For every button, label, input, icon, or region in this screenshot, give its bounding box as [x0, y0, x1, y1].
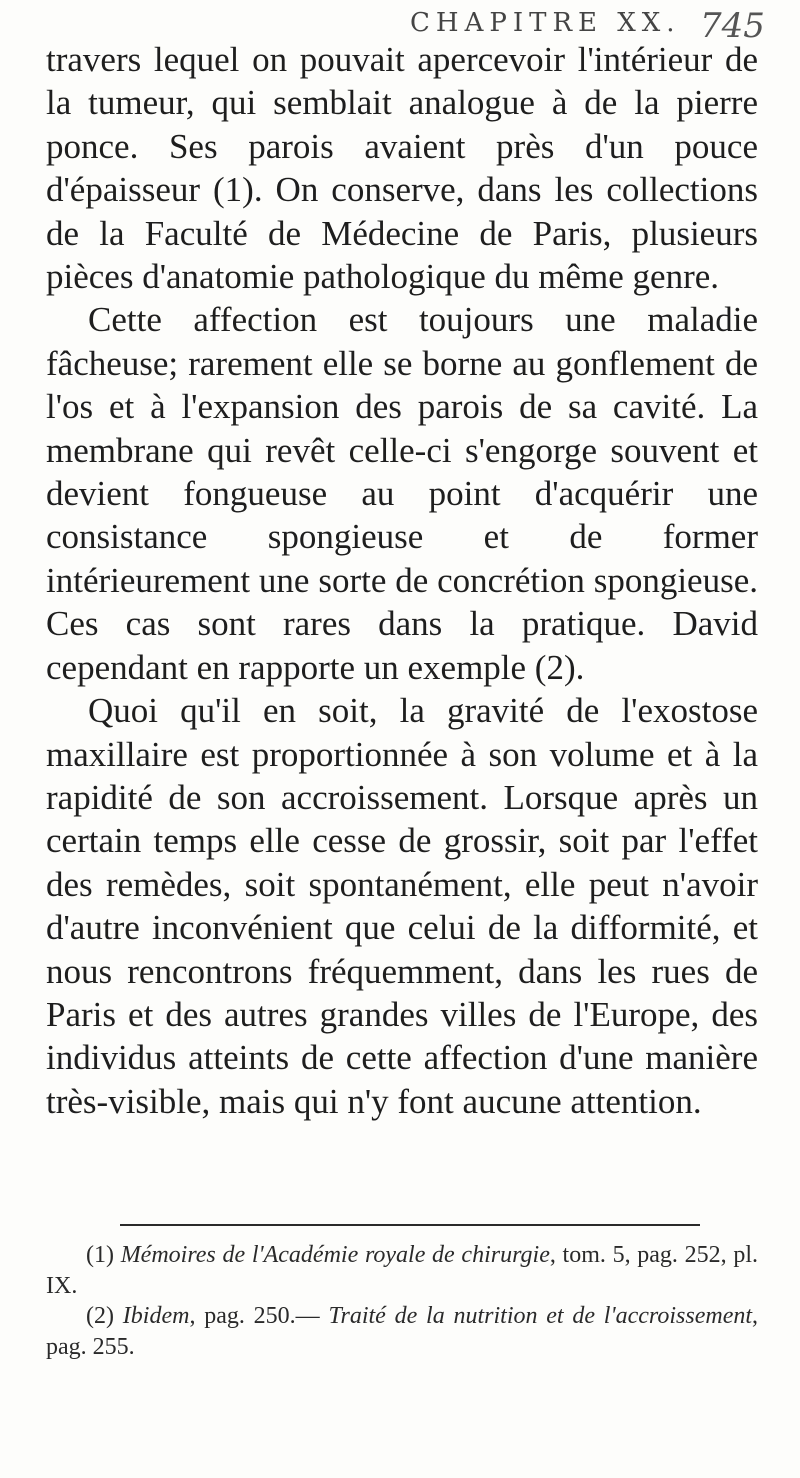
- chapter-heading: CHAPITRE XX.: [410, 8, 681, 38]
- paragraph-2: Cette affection est toujours une maladie fâcheuse; rarement elle se borne au gonflement de l'os et à l'expansion des parois de sa cavité. La membrane qui revêt celle-ci s'engorge souvent et devient fongueuse au point d'acquérir une consistance spongieuse et de former intérieurement une sorte de concrétion spongieuse. Ces cas sont rares dans la pratique. David cependant en rapporte un exemple (2).: [46, 300, 758, 687]
- footnote-2-ref: , pag. 250.—: [189, 1303, 329, 1329]
- running-head: [0, 6, 800, 46]
- footnote-2-title: Ibidem: [122, 1303, 190, 1329]
- footnote-2-ref2: , pag. 255.: [46, 1303, 759, 1360]
- page-number: 745: [700, 6, 765, 46]
- footnote-2-marker: (2): [86, 1303, 114, 1329]
- footnote-1-ref: , tom. 5, pag. 252, pl. IX.: [46, 1242, 758, 1299]
- footnote-1-marker: (1): [86, 1242, 114, 1268]
- footnote-1-title: Mémoires de l'Académie royale de chirurgie: [120, 1242, 550, 1268]
- body-text: [46, 38, 758, 1123]
- paragraph-3: Quoi qu'il en soit, la gravité de l'exostose maxillaire est proportionnée à son volume et à la rapidité de son accroissement. Lorsque après un certain temps elle cesse de grossir, soit par l'effet des remèdes, soit spontanément, elle peut n'avoir d'autre inconvénient que celui de la difformité, et nous rencontrons fréquemment, dans les rues de Paris et des autres grandes villes de l'Europe, des individus atteints de cette affection d'une manière très-visible, mais qui n'y font aucune attention.: [46, 691, 758, 1121]
- footnote-2: [46, 1301, 758, 1362]
- paragraph-1: travers lequel on pouvait apercevoir l'intérieur de la tumeur, qui semblait analogue à de la pierre ponce. Ses parois avaient près d'un pouce d'épaisseur (1). On conserve, dans les collections de la Faculté de Médecine de Paris, plusieurs pièces d'anatomie pathologique du même genre.: [46, 40, 758, 297]
- footnote-2-title2: Traité de la nutrition et de l'accroissement: [328, 1303, 753, 1329]
- footnotes: [46, 1240, 758, 1362]
- footnote-rule: [120, 1224, 700, 1226]
- footnote-1: [46, 1240, 758, 1301]
